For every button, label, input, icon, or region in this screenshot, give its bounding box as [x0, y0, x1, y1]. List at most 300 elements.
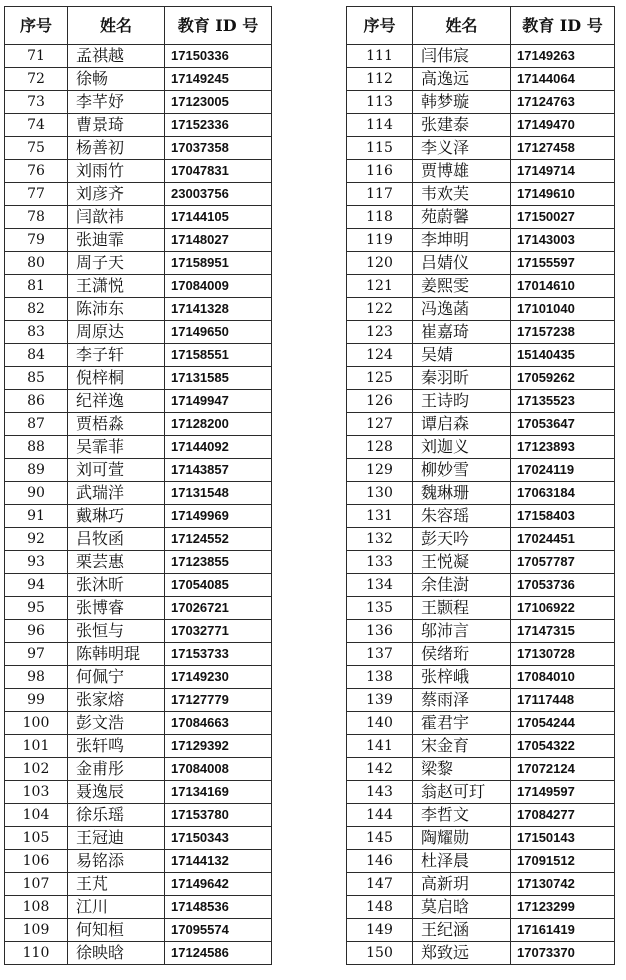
row-id: 17143003	[511, 229, 615, 252]
roster-table-left	[4, 6, 272, 965]
table-row	[5, 781, 272, 804]
row-id: 17147315	[511, 620, 615, 643]
row-seq: 127	[347, 413, 413, 436]
table-row	[5, 91, 272, 114]
table-row	[5, 183, 272, 206]
row-seq: 123	[347, 321, 413, 344]
table-row	[5, 229, 272, 252]
row-id: 17128200	[165, 413, 272, 436]
row-id: 17157238	[511, 321, 615, 344]
row-seq: 135	[347, 597, 413, 620]
row-name: 蔡雨泽	[413, 689, 511, 712]
table-row	[5, 643, 272, 666]
roster-page	[0, 6, 626, 980]
header-name: 姓名	[413, 7, 511, 45]
row-id: 17084663	[165, 712, 272, 735]
row-name: 吴霏菲	[68, 436, 165, 459]
table-row	[347, 551, 615, 574]
row-seq: 79	[5, 229, 68, 252]
row-seq: 125	[347, 367, 413, 390]
table-row	[5, 919, 272, 942]
row-seq: 113	[347, 91, 413, 114]
table-row	[347, 643, 615, 666]
table-row	[5, 275, 272, 298]
row-name: 张沐昕	[68, 574, 165, 597]
table-row	[5, 459, 272, 482]
table-row	[347, 229, 615, 252]
row-name: 武瑞洋	[68, 482, 165, 505]
row-id: 17014610	[511, 275, 615, 298]
row-id: 17130728	[511, 643, 615, 666]
row-id: 17026721	[165, 597, 272, 620]
table-row	[5, 482, 272, 505]
row-id: 17123893	[511, 436, 615, 459]
row-name: 周子天	[68, 252, 165, 275]
row-seq: 103	[5, 781, 68, 804]
row-id: 17134169	[165, 781, 272, 804]
row-name: 江川	[68, 896, 165, 919]
table-row	[5, 436, 272, 459]
row-seq: 112	[347, 68, 413, 91]
row-seq: 87	[5, 413, 68, 436]
row-seq: 143	[347, 781, 413, 804]
header-seq: 序号	[347, 7, 413, 45]
row-id: 17149969	[165, 505, 272, 528]
row-id: 17144105	[165, 206, 272, 229]
row-id: 17024119	[511, 459, 615, 482]
row-name: 纪祥逸	[68, 390, 165, 413]
row-seq: 100	[5, 712, 68, 735]
row-id: 17131548	[165, 482, 272, 505]
row-name: 刘迦义	[413, 436, 511, 459]
row-name: 戴琳巧	[68, 505, 165, 528]
row-seq: 102	[5, 758, 68, 781]
row-seq: 106	[5, 850, 68, 873]
table-row	[5, 367, 272, 390]
row-name: 高逸远	[413, 68, 511, 91]
table-row	[347, 206, 615, 229]
row-id: 17073370	[511, 942, 615, 965]
table-row	[347, 252, 615, 275]
row-seq: 104	[5, 804, 68, 827]
table-row	[347, 482, 615, 505]
row-name: 彭天吟	[413, 528, 511, 551]
row-name: 栗芸惠	[68, 551, 165, 574]
roster-table-right	[346, 6, 615, 965]
row-seq: 71	[5, 45, 68, 68]
row-seq: 85	[5, 367, 68, 390]
row-id: 17123299	[511, 896, 615, 919]
table-row	[5, 252, 272, 275]
row-id: 17057787	[511, 551, 615, 574]
row-name: 秦羽昕	[413, 367, 511, 390]
table-row	[347, 804, 615, 827]
row-name: 张恒与	[68, 620, 165, 643]
row-name: 柳妙雪	[413, 459, 511, 482]
row-name: 孟祺越	[68, 45, 165, 68]
table-row	[5, 114, 272, 137]
row-id: 17123005	[165, 91, 272, 114]
row-id: 17144132	[165, 850, 272, 873]
row-name: 李芊妤	[68, 91, 165, 114]
table-row	[5, 206, 272, 229]
table-row	[5, 735, 272, 758]
row-name: 王芃	[68, 873, 165, 896]
row-seq: 114	[347, 114, 413, 137]
row-id: 17127458	[511, 137, 615, 160]
row-seq: 116	[347, 160, 413, 183]
row-seq: 96	[5, 620, 68, 643]
row-id: 17149230	[165, 666, 272, 689]
row-id: 17161419	[511, 919, 615, 942]
row-name: 莫启晗	[413, 896, 511, 919]
table-row	[347, 712, 615, 735]
row-name: 贾博雄	[413, 160, 511, 183]
table-row	[347, 896, 615, 919]
row-name: 张迪霏	[68, 229, 165, 252]
row-seq: 82	[5, 298, 68, 321]
row-name: 霍君宇	[413, 712, 511, 735]
row-name: 李坤明	[413, 229, 511, 252]
header-id: 教育 ID 号	[165, 7, 272, 45]
row-id: 17024451	[511, 528, 615, 551]
row-name: 王颢程	[413, 597, 511, 620]
row-seq: 118	[347, 206, 413, 229]
row-seq: 130	[347, 482, 413, 505]
row-seq: 94	[5, 574, 68, 597]
row-name: 李哲文	[413, 804, 511, 827]
row-seq: 74	[5, 114, 68, 137]
row-id: 17149642	[165, 873, 272, 896]
row-id: 23003756	[165, 183, 272, 206]
row-seq: 93	[5, 551, 68, 574]
row-id: 17054085	[165, 574, 272, 597]
row-name: 王纪涵	[413, 919, 511, 942]
row-name: 易铭添	[68, 850, 165, 873]
row-seq: 78	[5, 206, 68, 229]
table-row	[347, 850, 615, 873]
row-id: 17032771	[165, 620, 272, 643]
table-row	[5, 666, 272, 689]
row-seq: 144	[347, 804, 413, 827]
row-seq: 140	[347, 712, 413, 735]
table-row	[5, 689, 272, 712]
row-name: 韩梦璇	[413, 91, 511, 114]
table-row	[5, 321, 272, 344]
row-name: 张轩鸣	[68, 735, 165, 758]
row-seq: 149	[347, 919, 413, 942]
table-row	[5, 827, 272, 850]
row-id: 17124552	[165, 528, 272, 551]
row-id: 17095574	[165, 919, 272, 942]
table-row	[347, 505, 615, 528]
header-row	[5, 7, 272, 45]
row-id: 17084008	[165, 758, 272, 781]
row-seq: 139	[347, 689, 413, 712]
table-row	[5, 896, 272, 919]
row-name: 侯绪珩	[413, 643, 511, 666]
table-row	[347, 919, 615, 942]
row-seq: 129	[347, 459, 413, 482]
table-row	[347, 413, 615, 436]
row-name: 周原达	[68, 321, 165, 344]
table-row	[5, 390, 272, 413]
row-seq: 137	[347, 643, 413, 666]
row-id: 17153733	[165, 643, 272, 666]
row-id: 17135523	[511, 390, 615, 413]
row-name: 余佳澍	[413, 574, 511, 597]
row-id: 17047831	[165, 160, 272, 183]
row-id: 17091512	[511, 850, 615, 873]
row-name: 王冠迪	[68, 827, 165, 850]
table-row	[347, 528, 615, 551]
row-seq: 146	[347, 850, 413, 873]
row-name: 李子轩	[68, 344, 165, 367]
row-name: 刘可萱	[68, 459, 165, 482]
row-name: 王悦凝	[413, 551, 511, 574]
table-row	[347, 620, 615, 643]
row-id: 17101040	[511, 298, 615, 321]
row-id: 17123855	[165, 551, 272, 574]
row-id: 17144064	[511, 68, 615, 91]
table-row	[347, 735, 615, 758]
row-seq: 72	[5, 68, 68, 91]
row-name: 张建泰	[413, 114, 511, 137]
row-id: 17158551	[165, 344, 272, 367]
table-row	[347, 827, 615, 850]
table-row	[5, 551, 272, 574]
row-id: 17148027	[165, 229, 272, 252]
table-row	[5, 137, 272, 160]
row-id: 15140435	[511, 344, 615, 367]
table-row	[347, 942, 615, 965]
row-seq: 131	[347, 505, 413, 528]
row-id: 17149714	[511, 160, 615, 183]
row-seq: 81	[5, 275, 68, 298]
row-seq: 133	[347, 551, 413, 574]
row-name: 李义泽	[413, 137, 511, 160]
table-row	[347, 183, 615, 206]
row-name: 朱容瑶	[413, 505, 511, 528]
row-id: 17037358	[165, 137, 272, 160]
row-id: 17117448	[511, 689, 615, 712]
table-row	[347, 321, 615, 344]
row-seq: 76	[5, 160, 68, 183]
row-id: 17149610	[511, 183, 615, 206]
row-id: 17144092	[165, 436, 272, 459]
table-row	[5, 45, 272, 68]
table-row	[5, 942, 272, 965]
row-id: 17124586	[165, 942, 272, 965]
row-seq: 91	[5, 505, 68, 528]
row-name: 陶耀勋	[413, 827, 511, 850]
table-row	[347, 666, 615, 689]
row-id: 17143857	[165, 459, 272, 482]
row-id: 17149650	[165, 321, 272, 344]
table-row	[5, 68, 272, 91]
row-seq: 110	[5, 942, 68, 965]
row-seq: 142	[347, 758, 413, 781]
table-row	[347, 91, 615, 114]
table-row	[5, 620, 272, 643]
row-seq: 122	[347, 298, 413, 321]
row-seq: 90	[5, 482, 68, 505]
row-id: 17149597	[511, 781, 615, 804]
row-id: 17149245	[165, 68, 272, 91]
row-seq: 95	[5, 597, 68, 620]
row-name: 吴婧	[413, 344, 511, 367]
table-row	[347, 436, 615, 459]
table-row	[5, 712, 272, 735]
table-row	[347, 160, 615, 183]
table-row	[5, 574, 272, 597]
row-name: 徐畅	[68, 68, 165, 91]
row-name: 吕牧函	[68, 528, 165, 551]
header-id: 教育 ID 号	[511, 7, 615, 45]
row-name: 聂逸辰	[68, 781, 165, 804]
row-id: 17158951	[165, 252, 272, 275]
row-name: 张梓峨	[413, 666, 511, 689]
row-name: 陈沛东	[68, 298, 165, 321]
row-seq: 132	[347, 528, 413, 551]
row-name: 刘彦齐	[68, 183, 165, 206]
row-seq: 138	[347, 666, 413, 689]
row-name: 崔嘉琦	[413, 321, 511, 344]
table-row	[347, 873, 615, 896]
row-id: 17084009	[165, 275, 272, 298]
row-name: 闫伟宸	[413, 45, 511, 68]
row-seq: 128	[347, 436, 413, 459]
table-row	[347, 367, 615, 390]
row-seq: 89	[5, 459, 68, 482]
row-name: 姜熙雯	[413, 275, 511, 298]
table-row	[347, 344, 615, 367]
row-seq: 136	[347, 620, 413, 643]
row-id: 17124763	[511, 91, 615, 114]
row-seq: 111	[347, 45, 413, 68]
row-id: 17129392	[165, 735, 272, 758]
table-row	[347, 574, 615, 597]
row-name: 陈韩明琨	[68, 643, 165, 666]
row-seq: 98	[5, 666, 68, 689]
row-id: 17084010	[511, 666, 615, 689]
table-row	[5, 850, 272, 873]
row-seq: 86	[5, 390, 68, 413]
row-seq: 99	[5, 689, 68, 712]
table-row	[347, 390, 615, 413]
row-seq: 108	[5, 896, 68, 919]
header-name: 姓名	[68, 7, 165, 45]
row-seq: 101	[5, 735, 68, 758]
row-id: 17152336	[165, 114, 272, 137]
row-seq: 120	[347, 252, 413, 275]
row-name: 金甫彤	[68, 758, 165, 781]
table-row	[5, 413, 272, 436]
table-row	[5, 344, 272, 367]
row-id: 17150343	[165, 827, 272, 850]
row-seq: 83	[5, 321, 68, 344]
row-seq: 84	[5, 344, 68, 367]
table-row	[347, 275, 615, 298]
row-id: 17053736	[511, 574, 615, 597]
row-name: 彭文浩	[68, 712, 165, 735]
table-row	[5, 528, 272, 551]
row-seq: 105	[5, 827, 68, 850]
table-row	[347, 45, 615, 68]
row-id: 17150336	[165, 45, 272, 68]
row-id: 17054322	[511, 735, 615, 758]
table-row	[347, 781, 615, 804]
row-name: 张博睿	[68, 597, 165, 620]
row-seq: 75	[5, 137, 68, 160]
table-row	[347, 758, 615, 781]
row-seq: 147	[347, 873, 413, 896]
row-seq: 115	[347, 137, 413, 160]
row-name: 贾梧淼	[68, 413, 165, 436]
table-row	[5, 804, 272, 827]
row-name: 韦欢芙	[413, 183, 511, 206]
row-seq: 148	[347, 896, 413, 919]
row-id: 17158403	[511, 505, 615, 528]
row-id: 17149263	[511, 45, 615, 68]
row-id: 17059262	[511, 367, 615, 390]
row-seq: 150	[347, 942, 413, 965]
table-row	[5, 597, 272, 620]
row-id: 17127779	[165, 689, 272, 712]
row-name: 刘雨竹	[68, 160, 165, 183]
row-name: 何佩宁	[68, 666, 165, 689]
row-id: 17150143	[511, 827, 615, 850]
table-row	[347, 114, 615, 137]
row-name: 高新玥	[413, 873, 511, 896]
row-id: 17072124	[511, 758, 615, 781]
row-seq: 126	[347, 390, 413, 413]
row-id: 17150027	[511, 206, 615, 229]
row-seq: 124	[347, 344, 413, 367]
table-row	[5, 160, 272, 183]
row-id: 17149470	[511, 114, 615, 137]
row-seq: 80	[5, 252, 68, 275]
row-id: 17084277	[511, 804, 615, 827]
row-name: 闫歆祎	[68, 206, 165, 229]
row-id: 17149947	[165, 390, 272, 413]
row-id: 17063184	[511, 482, 615, 505]
row-seq: 73	[5, 91, 68, 114]
row-name: 魏琳珊	[413, 482, 511, 505]
row-name: 宋金育	[413, 735, 511, 758]
table-row	[5, 758, 272, 781]
row-id: 17130742	[511, 873, 615, 896]
row-name: 倪梓桐	[68, 367, 165, 390]
row-id: 17131585	[165, 367, 272, 390]
row-seq: 141	[347, 735, 413, 758]
row-id: 17148536	[165, 896, 272, 919]
row-seq: 77	[5, 183, 68, 206]
row-seq: 145	[347, 827, 413, 850]
row-seq: 109	[5, 919, 68, 942]
row-id: 17106922	[511, 597, 615, 620]
row-name: 王潇悦	[68, 275, 165, 298]
header-seq: 序号	[5, 7, 68, 45]
table-row	[347, 137, 615, 160]
row-seq: 97	[5, 643, 68, 666]
row-name: 苑蔚馨	[413, 206, 511, 229]
table-row	[347, 689, 615, 712]
row-seq: 134	[347, 574, 413, 597]
table-row	[347, 298, 615, 321]
row-id: 17141328	[165, 298, 272, 321]
row-id: 17053647	[511, 413, 615, 436]
